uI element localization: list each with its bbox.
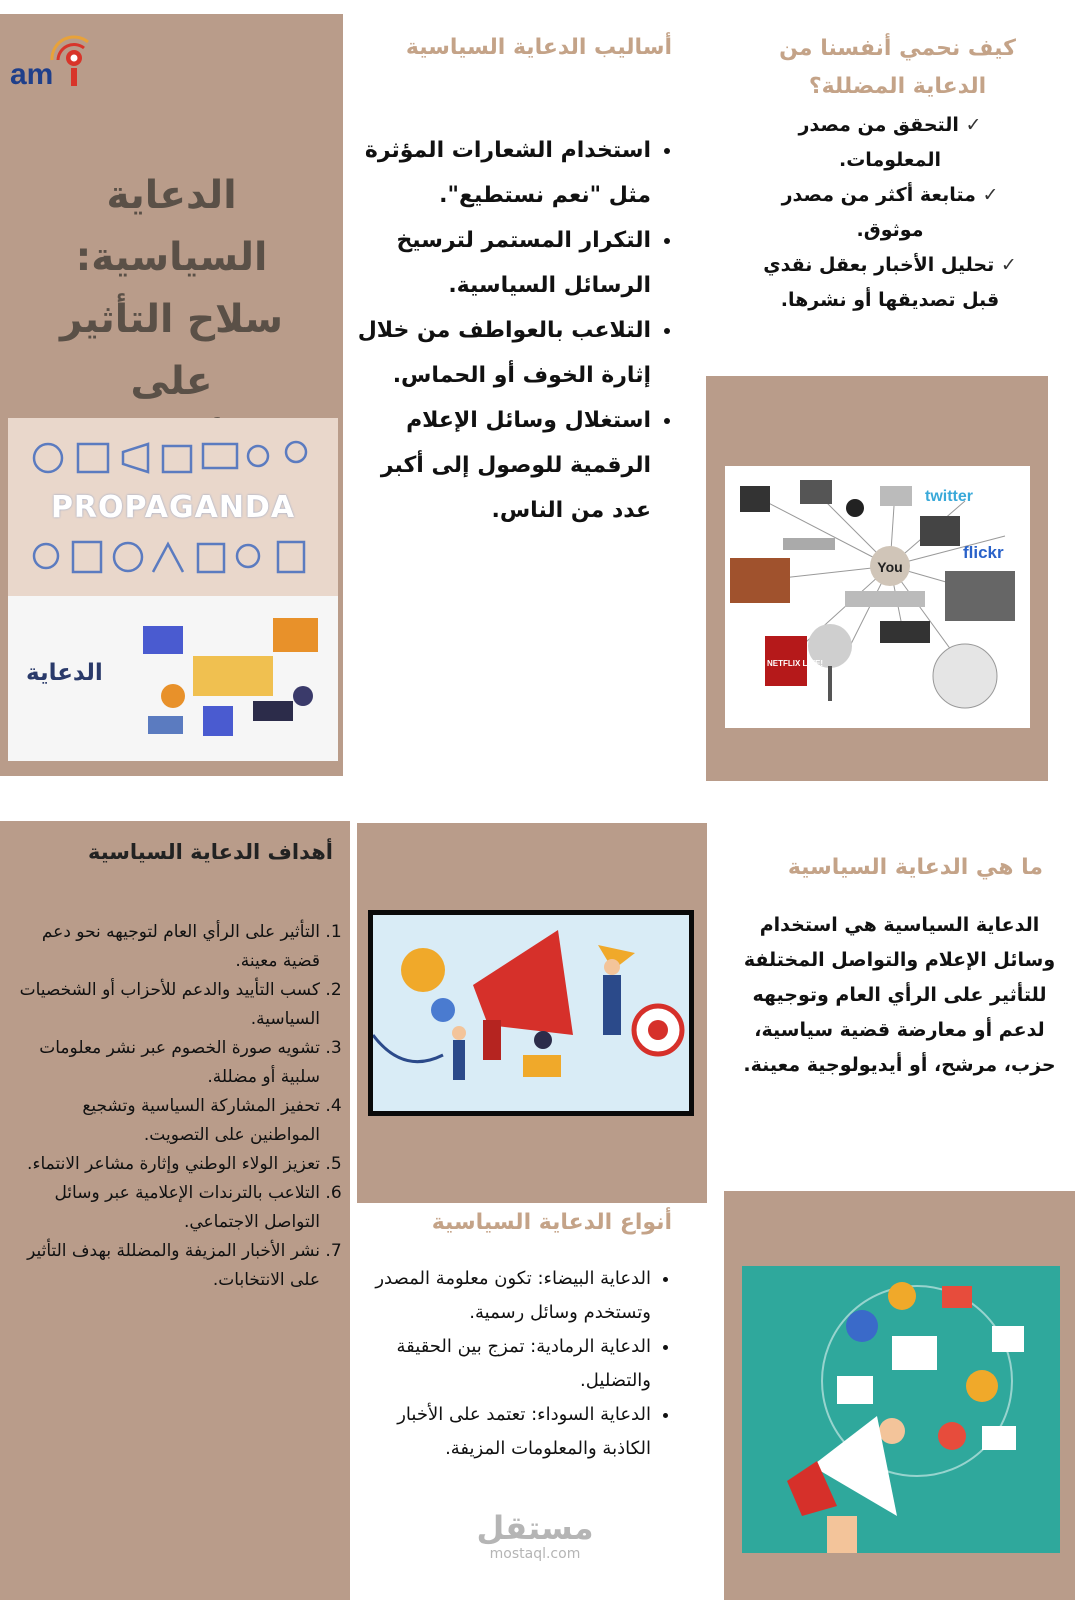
watermark-latin: mostaql.com xyxy=(489,1546,581,1562)
propaganda-arabic-label: الدعاية xyxy=(26,660,103,686)
list-item: • الدعاية الرمادية: تمزج بين الحقيقة والتضليل. xyxy=(355,1330,651,1398)
list-item: • التلاعب بالعواطف من خلال إثارة الخوف أو الحماس. xyxy=(355,308,651,398)
list-item: 1. التأثير على الرأي العام لتوجيهه نحو دعم قضية معينة. xyxy=(10,918,320,976)
cover-title-line: الدعاية السياسية: xyxy=(75,173,268,280)
methods-heading: أساليب الدعاية السياسية xyxy=(405,35,672,60)
watermark-arabic: مستقل xyxy=(476,1509,594,1547)
network-center-label: You xyxy=(877,559,903,575)
list-item: • استخدام الشعارات المؤثرة مثل "نعم نستطيع". xyxy=(355,128,651,218)
propaganda-top-icons xyxy=(28,438,318,478)
propaganda-word: PROPAGANDA xyxy=(50,490,296,525)
cover-title-line: سلاح التأثير على xyxy=(59,297,284,404)
types-heading: أنواع الدعاية السياسية xyxy=(431,1210,672,1235)
digital-icons-illustration xyxy=(742,1266,1060,1553)
types-list xyxy=(355,1262,675,1466)
propaganda-bottom-icons xyxy=(28,536,318,578)
list-item: 7. نشر الأخبار المزيفة والمضللة بهدف التأثير على الانتخابات. xyxy=(10,1237,320,1295)
list-item: • الدعاية السوداء: تعتمد على الأخبار الكاذبة والمعلومات المزيفة. xyxy=(355,1398,651,1466)
list-item: ✓ التحقق من مصدر المعلومات. xyxy=(745,108,1035,178)
list-item: • استغلال وسائل الإعلام الرقمية للوصول إلى أكبر عدد من الناس. xyxy=(355,398,651,533)
goals-list xyxy=(10,918,342,1295)
megaphone-illustration xyxy=(368,910,694,1116)
list-item: 5. تعزيز الولاء الوطني وإثارة مشاعر الانتماء. xyxy=(10,1150,320,1179)
list-item: ✓ تحليل الأخبار بعقل نقدي قبل تصديقها أو نشرها. xyxy=(745,248,1035,318)
list-item: • الدعاية البيضاء: تكون معلومة المصدر وتستخدم وسائل رسمية. xyxy=(355,1262,651,1330)
netflix-label: NETFLIX LIVE! xyxy=(767,659,823,668)
propaganda-banner xyxy=(8,418,338,596)
list-item: • التكرار المستمر لترسيخ الرسائل السياسية. xyxy=(355,218,651,308)
watermark xyxy=(470,1510,600,1562)
list-item: 2. كسب التأييد والدعم للأحزاب أو الشخصيات السياسية. xyxy=(10,976,320,1034)
list-item: 6. التلاعب بالترندات الإعلامية عبر وسائل التواصل الاجتماعي. xyxy=(10,1179,320,1237)
people-illustration xyxy=(133,606,333,751)
propaganda-illustration xyxy=(8,596,338,761)
media-network-image xyxy=(725,466,1030,728)
list-item: 3. تشويه صورة الخصوم عبر نشر معلومات سلبية أو مضللة. xyxy=(10,1034,320,1092)
ami-logo xyxy=(8,22,96,92)
protect-heading: كيف نحمي أنفسنا من الدعاية المضللة؟ xyxy=(779,36,1016,99)
protect-list xyxy=(745,108,1035,318)
whatis-heading: ما هي الدعاية السياسية xyxy=(787,855,1043,880)
goals-heading: أهداف الدعاية السياسية xyxy=(87,840,333,864)
whatis-text: الدعاية السياسية هي استخدام وسائل الإعلام والتواصل المختلفة للتأثير على الرأي العام وتوجيهه لدعم أو معارضة قضية سياسية، حزب، مرشح، أو أيديولوجية معينة. xyxy=(743,914,1056,1076)
list-item: ✓ متابعة أكثر من مصدر موثوق. xyxy=(745,178,1035,248)
list-item: 4. تحفيز المشاركة السياسية وتشجيع المواطنين على التصويت. xyxy=(10,1092,320,1150)
twitter-label: twitter xyxy=(925,488,973,505)
methods-list xyxy=(355,128,675,533)
flickr-label: flickr xyxy=(963,543,1004,562)
svg-text:am: am xyxy=(10,58,54,91)
